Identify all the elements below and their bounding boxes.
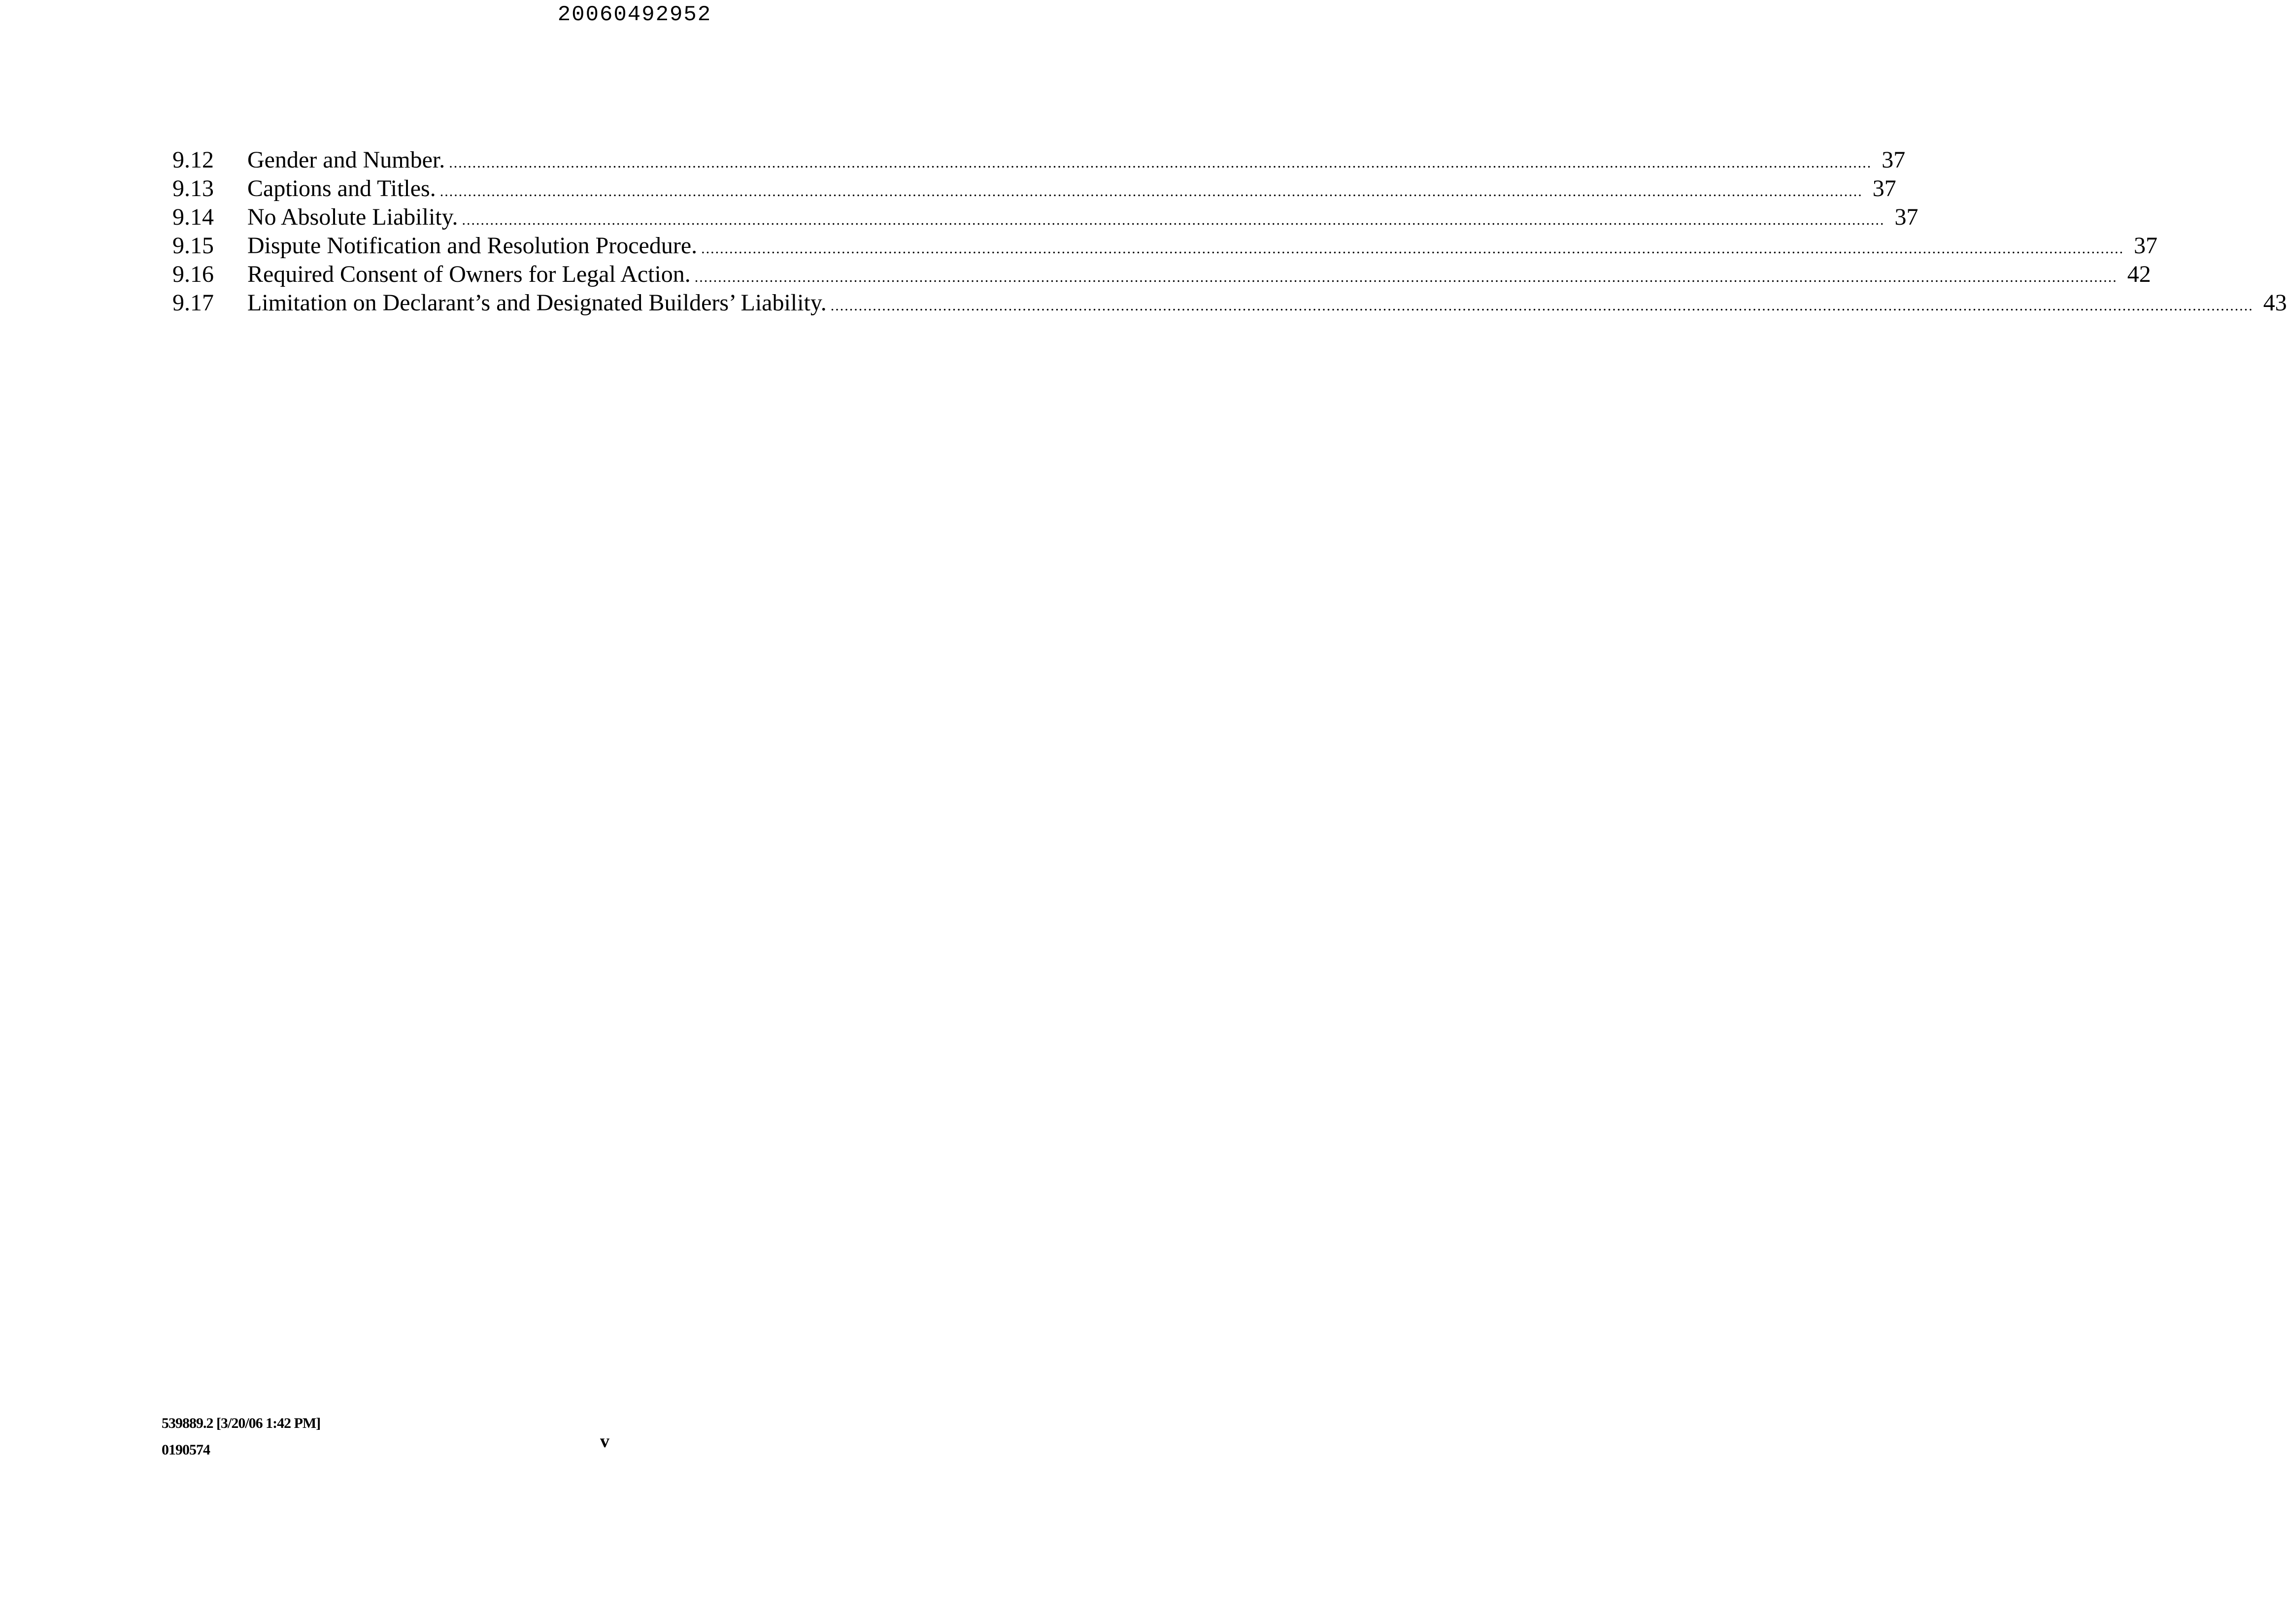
footer-document-reference (162, 1410, 320, 1463)
document-number: 20060492952 (557, 2, 712, 27)
toc-entry-number: 9.14 (172, 204, 214, 230)
toc-dot-leader (449, 149, 1872, 177)
toc-entry-page: 37 (1894, 204, 1918, 230)
toc-entry-page: 43 (2263, 290, 2287, 316)
toc-entry (172, 203, 1918, 232)
toc-entry-title: Limitation on Declarant’s and Designated Builders’ Liability. (247, 290, 827, 316)
toc-entry-page: 37 (1882, 147, 1906, 173)
toc-entry-number: 9.16 (172, 261, 214, 287)
table-of-contents (172, 146, 2287, 317)
footer-doc-ref-line2: 0190574 (162, 1442, 210, 1458)
toc-dot-leader (831, 292, 2253, 320)
toc-entry-title: Dispute Notification and Resolution Procedure. (247, 233, 698, 259)
footer-doc-ref-line1: 539889.2 [3/20/06 1:42 PM] (162, 1415, 321, 1431)
toc-entry-number: 9.15 (172, 233, 214, 259)
toc-dot-leader (462, 206, 1885, 235)
toc-entry-number: 9.13 (172, 175, 214, 202)
toc-entry (172, 260, 2151, 289)
toc-entry-title: Captions and Titles. (247, 175, 436, 202)
toc-entry-page: 37 (2134, 233, 2158, 259)
toc-entry-number: 9.12 (172, 147, 214, 173)
toc-entry-title: Required Consent of Owners for Legal Action. (247, 261, 691, 287)
toc-entry (172, 146, 1906, 174)
toc-entry-page: 42 (2127, 261, 2151, 287)
toc-dot-leader (695, 263, 2118, 292)
toc-entry-page: 37 (1872, 175, 1896, 202)
toc-dot-leader (701, 235, 2124, 263)
toc-entry (172, 232, 2158, 260)
toc-entry (172, 174, 1896, 203)
toc-entry (172, 289, 2287, 317)
toc-dot-leader (440, 177, 1863, 206)
toc-entry-number: 9.17 (172, 290, 214, 316)
footer-page-number: v (600, 1431, 609, 1452)
toc-entry-title: No Absolute Liability. (247, 204, 458, 230)
toc-entry-title: Gender and Number. (247, 147, 445, 173)
